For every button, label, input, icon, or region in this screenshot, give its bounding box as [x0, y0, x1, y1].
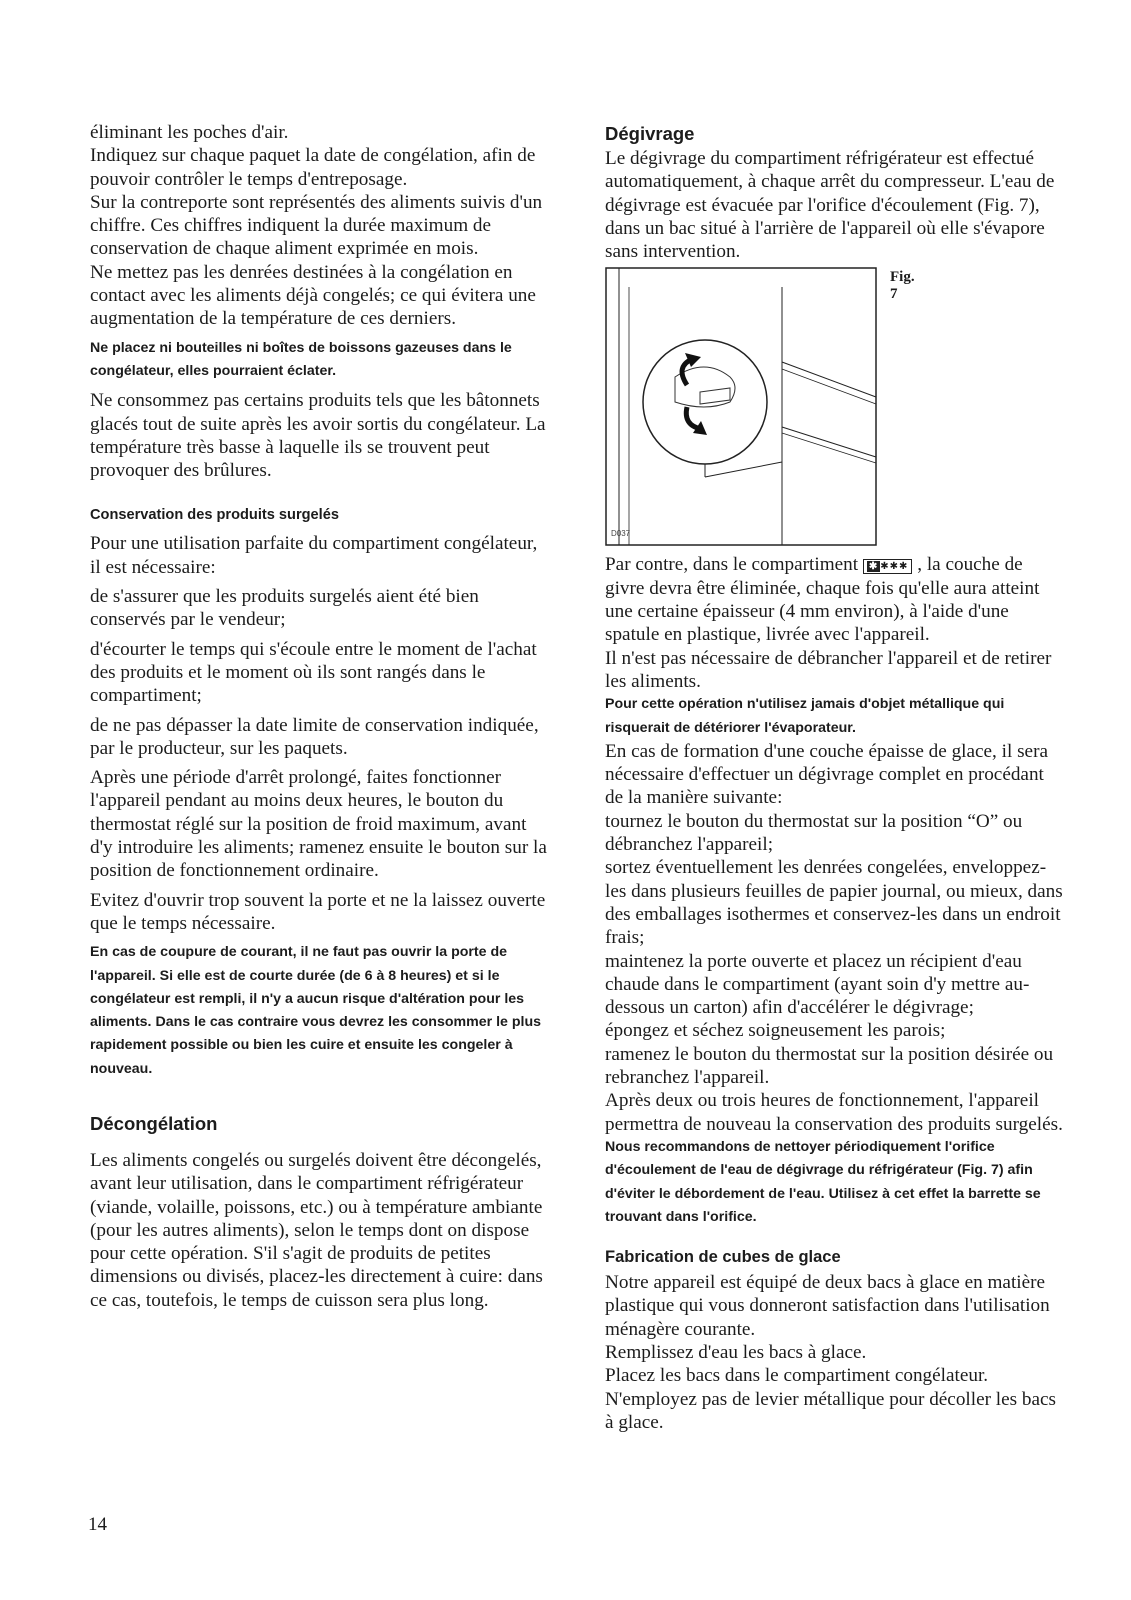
figure-7 — [605, 267, 915, 547]
warning-bouteilles: Ne placez ni bouteilles ni boîtes de boissons gazeuses dans le congélateur, elles pourraient éclater. — [90, 339, 512, 379]
right-column — [605, 121, 1065, 1434]
freezer-star-icon: ✱ — [868, 560, 879, 572]
figure-code: D037 — [611, 529, 631, 539]
paragraph: Pour une utilisation parfaite du compartiment congélateur, il est nécessaire: — [90, 533, 538, 578]
paragraph: Il n'est pas nécessaire de débrancher l'appareil et de retirer les aliments. — [605, 647, 1052, 692]
paragraph: de ne pas dépasser la date limite de conservation indiquée, par le producteur, sur les paquets. — [90, 714, 539, 759]
stars-icon: ✱✱✱ — [880, 560, 909, 572]
paragraph: Après une période d'arrêt prolongé, faites fonctionner l'appareil pendant au moins deux heures, le bouton du thermostat réglé sur la position de froid maximum, avant d'y introduire les aliments; ramenez ensuite le bouton sur la position de fonctionnement ordinaire. — [90, 767, 547, 882]
star-rating-symbol — [863, 559, 913, 574]
paragraph: Indiquez sur chaque paquet la date de congélation, afin de pouvoir contrôler le temps d'entreposage. — [90, 145, 536, 190]
heading-conservation: Conservation des produits surgelés — [90, 507, 339, 524]
paragraph: d'écourter le temps qui s'écoule entre le moment de l'achat des produits et le moment où ils sont rangés dans le compartiment; — [90, 638, 537, 707]
paragraph: sortez éventuellement les denrées congelées, enveloppez-les dans plusieurs feuilles de papier journal, ou mieux, dans des emballages isothermes et conservez-les dans un endroit frais; — [605, 857, 1063, 949]
paragraph: de s'assurer que les produits surgelés aient été bien conservés par le vendeur; — [90, 586, 479, 631]
paragraph: Les aliments congelés ou surgelés doivent être décongelés, avant leur utilisation, dans le compartiment réfrigérateur (viande, volaille, poissons, etc.) ou à température ambiante (pour les autres aliments), selon le temps dont on dispose pour cette opération. S'il s'agit de produits de petites dimensions ou divisés, placez-les directement à cuire: dans ce cas, toutefois, le temps de cuisson sera plus long. — [90, 1149, 543, 1311]
paragraph: Placez les bacs dans le compartiment congélateur. — [605, 1365, 989, 1387]
heading-degivrage: Dégivrage — [605, 123, 695, 144]
warning-coupure: En cas de coupure de courant, il ne faut pas ouvrir la porte de l'appareil. Si elle est de courte durée (de 6 à 8 heures) et si le congélateur est rempli, il n'y a aucun risque d'altération pour les aliments. Dans le cas contraire vous devrez les consommer le plus rapidement possible ou bien les cuire et ensuite les congeler à nouveau. — [90, 944, 542, 1077]
heading-decongelation: Décongélation — [90, 1112, 218, 1134]
paragraph: En cas de formation d'une couche épaisse de glace, il sera nécessaire d'effectuer un dégivrage complet en procédant de la manière suivante: — [605, 740, 1048, 809]
paragraph-text: , la couche de givre devra être éliminée, chaque fois qu'elle aura atteint une certaine épaisseur (4 mm environ), à l'aide d'une spatule en plastique, livrée avec l'appareil. — [605, 554, 1040, 646]
paragraph: tournez le bouton du thermostat sur la position “O” ou débranchez l'appareil; — [605, 810, 1023, 856]
figure-label: Fig. 7 — [890, 269, 915, 303]
paragraph: Sur la contreporte sont représentés des aliments suivis d'un chiffre. Ces chiffres indiquent la durée maximum de conservation de chaque aliment exprimée en mois. — [90, 191, 543, 260]
paragraph: N'employez pas de levier métallique pour décoller les bacs à glace. — [605, 1388, 1056, 1433]
paragraph: Notre appareil est équipé de deux bacs à glace en matière plastique qui vous donneront satisfaction dans l'utilisation ménagère courante. — [605, 1272, 1050, 1340]
warning-metallique: Pour cette opération n'utilisez jamais d'objet métallique qui risquerait de détériorer l'évaporateur. — [605, 696, 1005, 736]
paragraph: Après deux ou trois heures de fonctionnement, l'appareil permettra de nouveau la conservation des produits surgelés. — [605, 1090, 1063, 1135]
paragraph: maintenez la porte ouverte et placez un récipient d'eau chaude dans le compartiment (ayant soin d'y mettre au-dessous un carton) afin d'accélérer le dégivrage; — [605, 950, 1030, 1019]
left-column — [90, 121, 550, 1312]
heading-glace: Fabrication de cubes de glace — [605, 1248, 841, 1267]
paragraph: Remplissez d'eau les bacs à glace. — [605, 1341, 867, 1363]
warning-orifice: Nous recommandons de nettoyer périodiquement l'orifice d'écoulement de l'eau de dégivrage du réfrigérateur (Fig. 7) afin d'éviter le débordement de l'eau. Utilisez à cet effet la barrette se trouvant dans l'orifice. — [605, 1138, 1041, 1225]
paragraph: ramenez le bouton du thermostat sur la position désirée ou rebranchez l'appareil. — [605, 1043, 1054, 1089]
fridge-drain-illustration — [605, 267, 885, 547]
paragraph-text: Par contre, dans le compartiment — [605, 554, 859, 576]
paragraph: Evitez d'ouvrir trop souvent la porte et ne la laissez ouverte que le temps nécessaire. — [90, 889, 546, 934]
paragraph: Le dégivrage du compartiment réfrigérateur est effectué automatiquement, à chaque arrêt du compresseur. L'eau de dégivrage est évacuée par l'orifice d'écoulement (Fig. 7), dans un bac situé à l'arrière de l'appareil où elle s'évapore sans intervention. — [605, 148, 1055, 263]
page-number: 14 — [88, 1514, 107, 1535]
paragraph: éliminant les poches d'air. — [90, 122, 289, 143]
paragraph — [605, 553, 1065, 646]
paragraph: Ne mettez pas les denrées destinées à la congélation en contact avec les aliments déjà congelés; ce qui évitera une augmentation de la température de ces derniers. — [90, 261, 536, 330]
paragraph: Ne consommez pas certains produits tels que les bâtonnets glacés tout de suite après les avoir sortis du congélateur. La température très basse à laquelle ils se trouvent peut provoquer des brûlures. — [90, 390, 546, 482]
paragraph: épongez et séchez soigneusement les parois; — [605, 1020, 946, 1042]
